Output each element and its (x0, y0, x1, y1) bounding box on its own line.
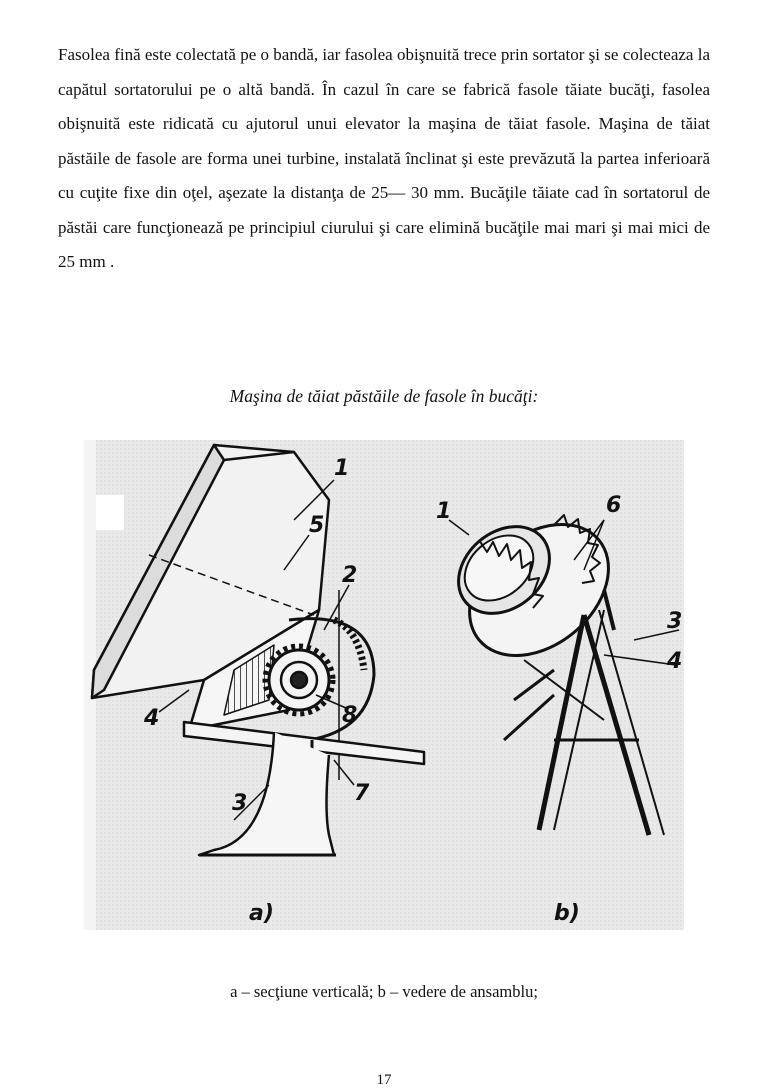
label-a-8: 8 (342, 703, 358, 728)
label-a-5: 5 (309, 513, 325, 538)
label-b-3: 3 (667, 609, 683, 634)
label-a-4: 4 (144, 706, 160, 731)
panel-b-label: b) (554, 901, 580, 926)
body-paragraph: Fasolea fină este colectată pe o bandă, iar fasolea obişnuită trece prin sortator şi se colecteaza la capătul sortatorului pe o altă bandă. În cazul în care se fabrică fasole tăiate bucăţi, fasolea obişnuită este ridicată cu ajutorul unui elevator la maşina de tăiat fasole. Maşina de tăiat păstăile de fasole are forma unei turbine, instalată înclinat şi este prevăzută la partea inferioară cu cuţite fixe din oţel, aşezate la distanţa de 25— 30 mm. Bucăţile tăiate cad în sortatorul de păstăi care funcţionează pe principiul ciurului şi care elimină bucăţile mai mari şi mai mici de 25 mm . (58, 45, 710, 271)
page-number: 17 (376, 1072, 392, 1088)
figure-title: Maşina de tăiat păstăile de fasole în bucăţi: (229, 386, 539, 406)
label-b-6: 6 (606, 493, 622, 518)
label-a-3: 3 (232, 791, 248, 816)
figure-caption: a – secţiune verticală; b – vedere de ansamblu; (230, 982, 538, 1001)
label-b-1: 1 (436, 499, 452, 524)
machine-figure (84, 440, 684, 930)
panel-a-label: a) (249, 901, 274, 926)
label-a-7: 7 (354, 781, 370, 806)
machine-drawing (84, 440, 684, 930)
label-a-1: 1 (334, 456, 350, 481)
label-a-2: 2 (342, 563, 358, 588)
label-b-4: 4 (667, 649, 683, 674)
